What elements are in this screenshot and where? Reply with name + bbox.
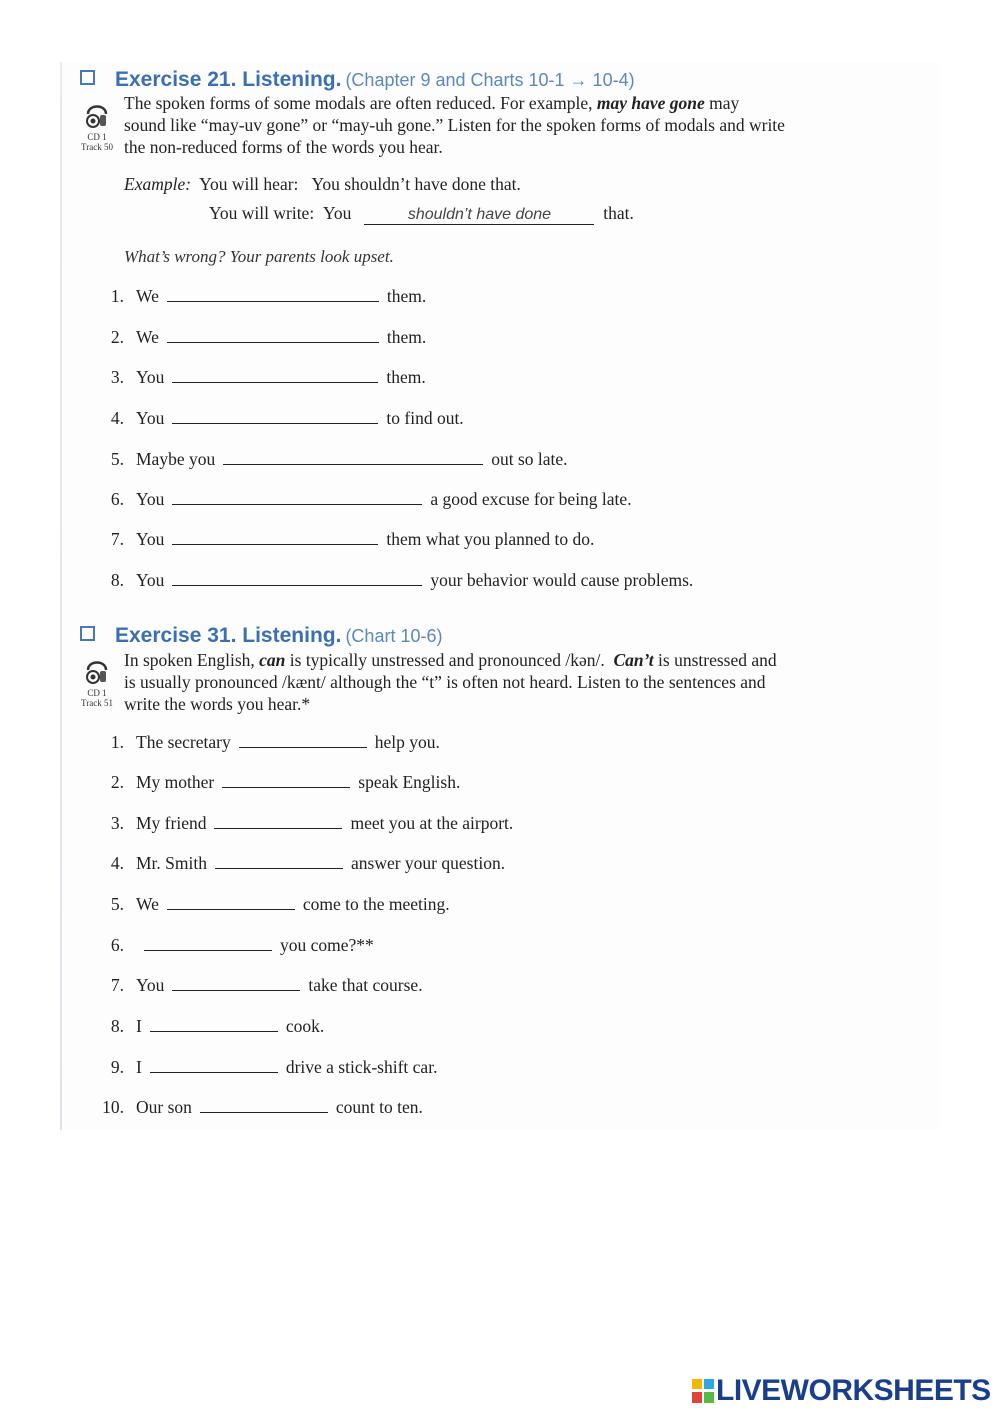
item-suffix: speak English.	[358, 772, 461, 792]
item-number: 3.	[110, 367, 124, 387]
example-write: You will write: You shouldn’t have done that.	[209, 203, 634, 223]
item-suffix: take that course.	[308, 975, 423, 995]
item-prefix: We	[136, 327, 159, 347]
exercise-21-heading: Exercise 21. Listening. (Chapter 9 and Charts 10-1 → 10-4)	[80, 68, 635, 92]
ex21-item-8	[94, 570, 693, 591]
answer-blank[interactable]	[144, 936, 272, 951]
item-suffix: them what you planned to do.	[386, 529, 595, 549]
ex21-item-5	[94, 449, 568, 470]
ex21-item-2	[94, 327, 426, 348]
item-suffix: help you.	[374, 732, 440, 752]
checkbox-icon	[80, 626, 95, 641]
ex31-item-4	[94, 853, 505, 874]
ex21-item-4	[94, 408, 464, 429]
cd-track-badge-51: CD 1 Track 51	[72, 652, 122, 708]
checkbox-icon	[80, 70, 95, 85]
answer-blank[interactable]	[150, 1058, 278, 1073]
answer-blank[interactable]	[172, 976, 300, 991]
cd-track-badge-50: CD 1 Track 50	[72, 96, 122, 152]
answer-blank[interactable]	[172, 571, 422, 586]
item-number: 7.	[110, 975, 124, 995]
answer-blank[interactable]	[223, 450, 483, 465]
answer-blank[interactable]	[239, 733, 367, 748]
item-prefix: Maybe you	[136, 449, 216, 469]
answer-blank[interactable]	[150, 1017, 278, 1032]
example-hear: Example: You will hear: You shouldn’t have done that.	[124, 174, 521, 194]
item-number: 4.	[110, 853, 124, 873]
item-number: 8.	[110, 1016, 124, 1036]
answer-blank[interactable]	[214, 814, 342, 829]
ex31-item-6	[94, 935, 374, 956]
item-prefix: The secretary	[136, 732, 231, 752]
item-number: 1.	[110, 286, 124, 306]
item-number: 7.	[110, 529, 124, 549]
item-suffix: cook.	[285, 1016, 325, 1036]
answer-blank[interactable]	[222, 773, 350, 788]
item-number: 8.	[110, 570, 124, 590]
item-prefix: You	[136, 570, 165, 590]
ex31-item-8	[94, 1016, 324, 1037]
item-number: 5.	[110, 449, 124, 469]
ex31-item-7	[94, 975, 423, 996]
item-suffix: answer your question.	[351, 853, 506, 873]
headphones-icon	[82, 652, 112, 686]
item-number: 1.	[110, 732, 124, 752]
item-prefix: We	[136, 894, 159, 914]
item-prefix: I	[136, 1016, 142, 1036]
item-number: 5.	[110, 894, 124, 914]
item-suffix: come to the meeting.	[302, 894, 450, 914]
item-number: 10.	[102, 1097, 124, 1117]
item-suffix: you come?**	[280, 935, 374, 955]
item-prefix: My mother	[136, 772, 215, 792]
item-suffix: them.	[386, 327, 427, 347]
item-prefix: We	[136, 286, 159, 306]
page-edge	[60, 62, 62, 1130]
item-number: 3.	[110, 813, 124, 833]
item-prefix: You	[136, 529, 165, 549]
liveworksheets-logo: LIVEWORKSHEETS	[692, 1374, 991, 1408]
ex21-item-1	[94, 286, 426, 307]
ex31-item-2	[94, 772, 460, 793]
ex31-item-1	[94, 732, 440, 753]
item-suffix: a good excuse for being late.	[430, 489, 632, 509]
answer-blank[interactable]	[172, 368, 378, 383]
answer-blank[interactable]	[167, 328, 379, 343]
answer-blank[interactable]	[172, 490, 422, 505]
example-answer: shouldn’t have done	[364, 206, 594, 225]
item-prefix: My friend	[136, 813, 207, 833]
item-prefix: You	[136, 408, 165, 428]
item-suffix: them.	[386, 367, 426, 387]
headphones-icon	[82, 96, 112, 130]
exercise-31-heading: Exercise 31. Listening. (Chart 10-6)	[80, 624, 442, 648]
item-suffix: them.	[386, 286, 427, 306]
item-suffix: your behavior would cause problems.	[430, 570, 694, 590]
ex21-item-7	[94, 529, 594, 550]
item-prefix: You	[136, 489, 165, 509]
item-number: 2.	[110, 327, 124, 347]
item-prefix: Our son	[136, 1097, 192, 1117]
answer-blank[interactable]	[215, 854, 343, 869]
answer-blank[interactable]	[167, 895, 295, 910]
exercise-21-context: What’s wrong? Your parents look upset.	[124, 247, 394, 266]
item-suffix: drive a stick-shift car.	[285, 1057, 438, 1077]
item-prefix: I	[136, 1057, 142, 1077]
item-prefix: You	[136, 975, 165, 995]
exercise-31-instructions: In spoken English, can is typically unstressed and pronounced /kən/. Can’t is unstressed and is usually pronounced /kænt/ although the “t” is often not heard. Listen to the sentences and write the words you hear.*	[124, 650, 777, 714]
ex31-item-9	[94, 1057, 437, 1078]
answer-blank[interactable]	[172, 530, 378, 545]
item-suffix: count to ten.	[335, 1097, 423, 1117]
item-suffix: out so late.	[491, 449, 568, 469]
item-number: 6.	[110, 935, 124, 955]
ex21-item-3	[94, 367, 426, 388]
item-number: 4.	[110, 408, 124, 428]
item-number: 2.	[110, 772, 124, 792]
answer-blank[interactable]	[167, 287, 379, 302]
ex21-item-6	[94, 489, 632, 510]
ex31-item-3	[94, 813, 513, 834]
ex31-item-5	[94, 894, 450, 915]
item-number: 6.	[110, 489, 124, 509]
item-suffix: to find out.	[386, 408, 464, 428]
answer-blank[interactable]	[200, 1098, 328, 1113]
exercise-21-instructions: The spoken forms of some modals are often reduced. For example, may have gone may sound like “may-uv gone” or “may-uh gone.” Listen for the spoken forms of modals and write the non-reduced forms of the words you hear.	[124, 93, 785, 157]
item-prefix: Mr. Smith	[136, 853, 207, 873]
ex31-item-10	[94, 1097, 423, 1118]
answer-blank[interactable]	[172, 409, 378, 424]
liveworksheets-logo-icon	[692, 1379, 714, 1403]
item-suffix: meet you at the airport.	[350, 813, 514, 833]
item-number: 9.	[110, 1057, 124, 1077]
item-prefix: You	[136, 367, 165, 387]
